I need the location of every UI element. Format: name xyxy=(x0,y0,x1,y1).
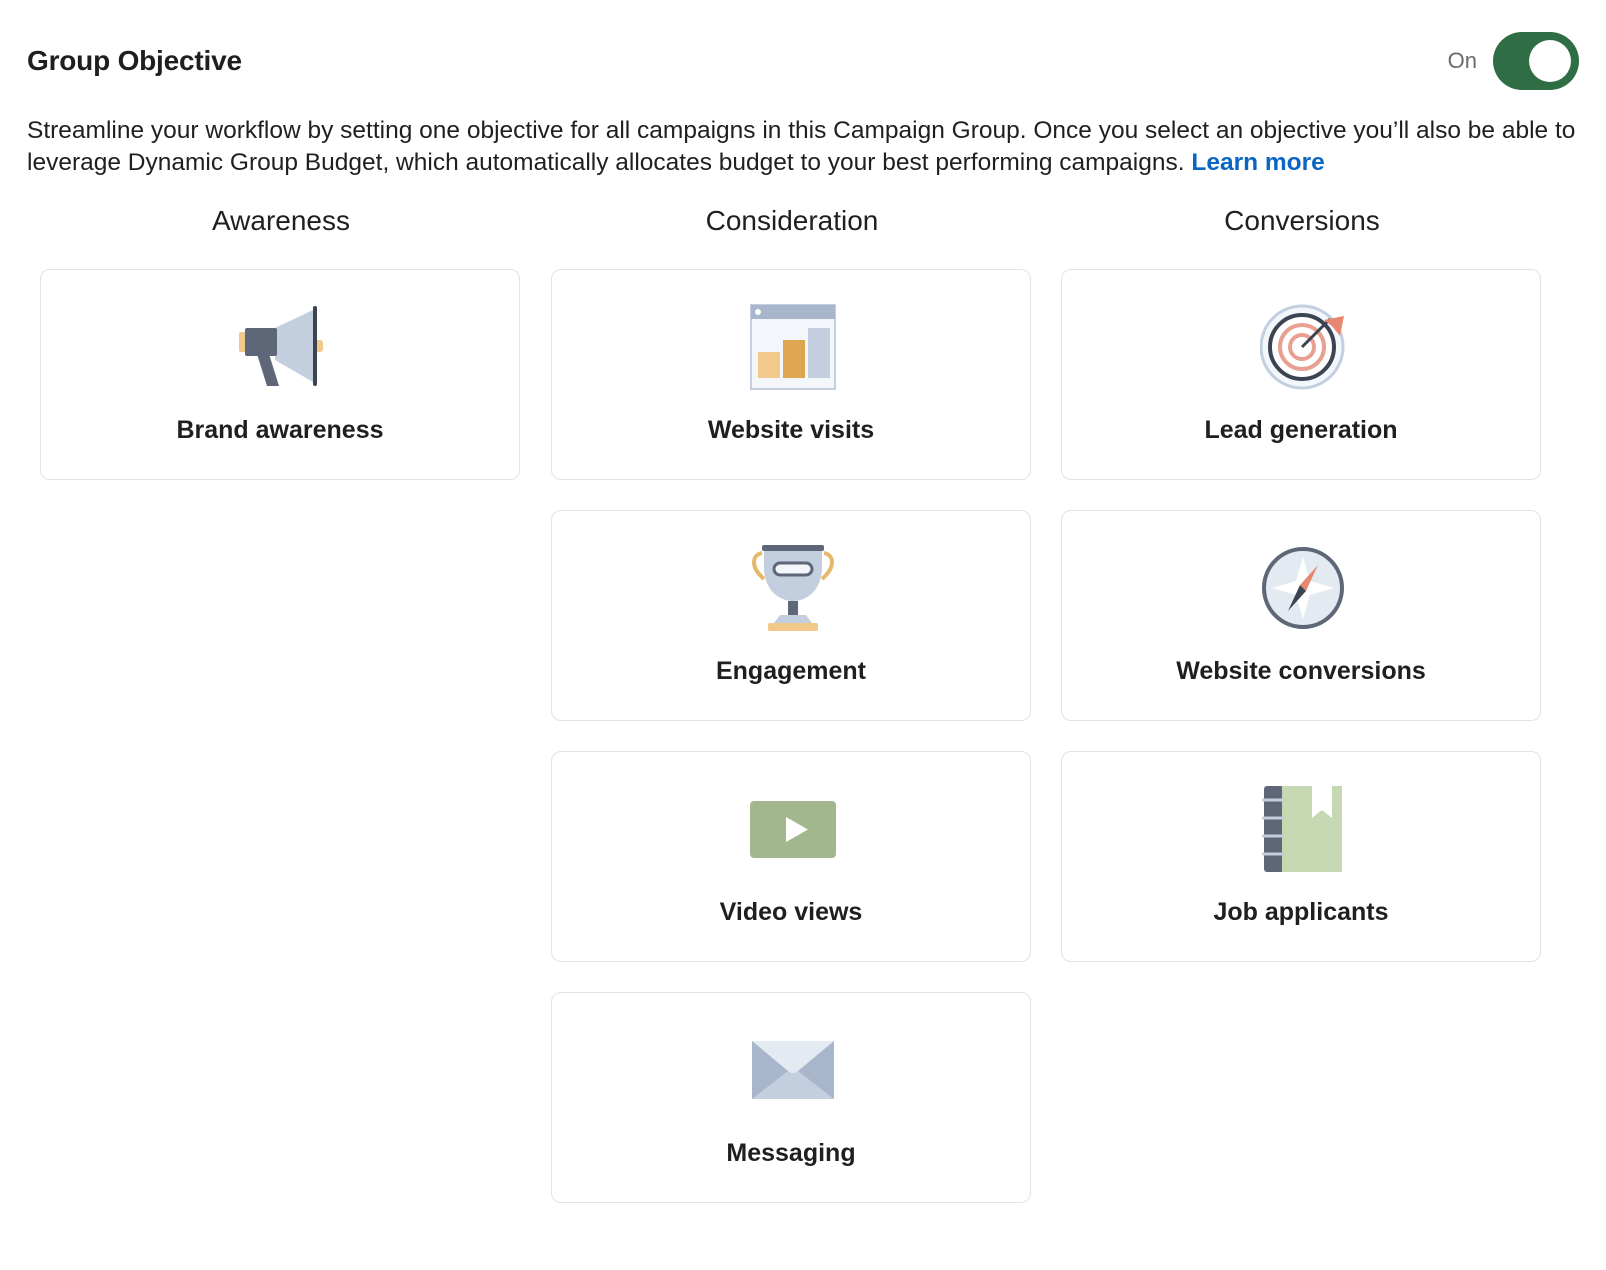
objective-card-engagement[interactable] xyxy=(551,510,1031,721)
envelope-icon xyxy=(750,1027,836,1113)
column-heading-awareness: Awareness xyxy=(211,205,350,236)
objective-card-video-views[interactable] xyxy=(551,751,1031,962)
group-objective-header xyxy=(27,32,1579,90)
toggle-control xyxy=(1448,32,1579,90)
website-chart-icon xyxy=(750,304,836,390)
toggle-knob xyxy=(1529,40,1571,82)
card-label: Messaging xyxy=(726,1139,856,1167)
group-objective-toggle[interactable] xyxy=(1493,32,1579,90)
compass-icon xyxy=(1260,545,1346,631)
description xyxy=(27,115,1587,179)
section-title: Group Objective xyxy=(27,45,242,76)
card-label: Video views xyxy=(719,898,863,926)
card-label: Lead generation xyxy=(1204,416,1398,444)
card-label: Website conversions xyxy=(1176,657,1426,685)
megaphone-icon xyxy=(239,304,325,390)
objective-card-website-visits[interactable] xyxy=(551,269,1031,480)
card-label: Website visits xyxy=(707,416,875,444)
column-heading-consideration: Consideration xyxy=(705,205,879,236)
trophy-icon xyxy=(750,545,836,631)
card-label: Job applicants xyxy=(1213,898,1389,926)
description-text: Streamline your workflow by setting one objective for all campaigns in this Campaign Group. Once you select an objective you’ll also be able to leverage Dynamic Group Budget, which automatically allocates budget to your best performing campaigns. xyxy=(27,117,1576,176)
learn-more-link[interactable]: Learn more xyxy=(1191,149,1325,176)
objective-card-job-applicants[interactable] xyxy=(1061,751,1541,962)
video-play-icon xyxy=(750,786,836,872)
notebook-icon xyxy=(1260,786,1346,872)
objective-card-brand-awareness[interactable] xyxy=(40,269,520,480)
toggle-state-label: On xyxy=(1447,48,1477,73)
card-label: Brand awareness xyxy=(176,416,384,444)
objective-card-messaging[interactable] xyxy=(551,992,1031,1203)
objective-card-lead-generation[interactable] xyxy=(1061,269,1541,480)
target-icon xyxy=(1260,304,1346,390)
objective-card-website-conversions[interactable] xyxy=(1061,510,1541,721)
card-label: Engagement xyxy=(715,657,867,685)
column-heading-conversions: Conversions xyxy=(1224,205,1380,236)
